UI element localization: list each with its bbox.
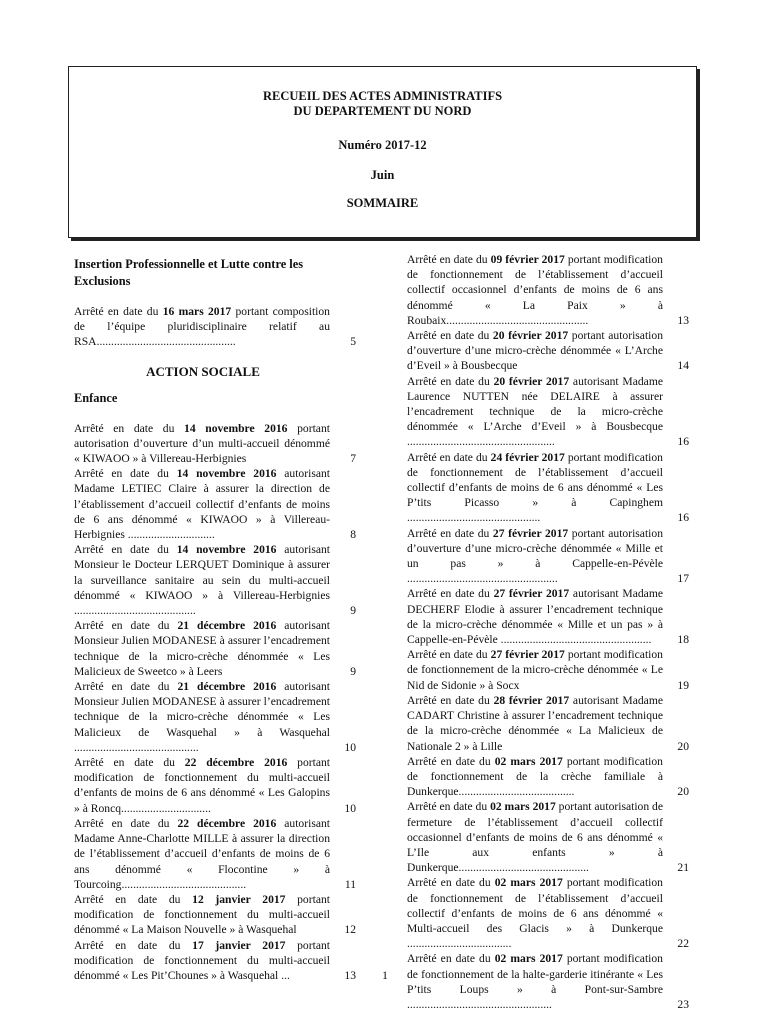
subsection-heading: Enfance (74, 390, 118, 405)
issue-number: Numéro 2017-12 (338, 138, 427, 152)
title-line-2: DU DEPARTEMENT DU NORD (293, 104, 472, 118)
toc-page-number: 13 (344, 968, 356, 982)
toc-entry: Arrêté en date du 14 novembre 2016 autorisant Madame LETIEC Claire à assurer la direction de l’établissement d’accueil collectif d’enfants de moins de 6 ans dénommé « KIWAOO » à Villereau-Herbignies .............................. 8 (74, 467, 356, 542)
toc-entry: Arrêté en date du 17 janvier 2017 portant modification de fonctionnement du multi-accueil dénommé « Les Pit’Chounes » à Wasquehal ... 13 (74, 938, 356, 982)
toc-page-number: 12 (344, 923, 356, 937)
summary-heading: SOMMAIRE (346, 196, 419, 210)
toc-page-number: 21 (677, 861, 689, 875)
toc-entry: Arrêté en date du 21 décembre 2016 autorisant Monsieur Julien MODANESE à assurer l’encadrement technique de la micro-crèche dénommée « Les Malicieux de Wasquehal » à Wasquehal ........................................... 10 (74, 680, 356, 754)
toc-page-number: 20 (677, 785, 689, 799)
toc-entry: Arrêté en date du 21 décembre 2016 autorisant Monsieur Julien MODANESE à assurer l’encadrement technique de la micro-crèche dénommée « Les Malicieux de Sweetco » à Leers 9 (74, 619, 356, 678)
toc-page-number: 17 (677, 572, 689, 586)
toc-page-number: 10 (344, 740, 356, 754)
toc-page-number: 7 (350, 452, 356, 466)
toc-entry: Arrêté en date du 02 mars 2017 portant modification de fonctionnement de la halte-garderie itinérante « Les P’tits Loups » à Pont-sur-Sambre .................................................. 23 (407, 952, 689, 1011)
toc-entry: Arrêté en date du 27 février 2017 portant modification de fonctionnement de la micro-crèche dénommée « Le Nid de Sidonie » à Socx 19 (407, 648, 689, 692)
toc-page-number: 23 (677, 997, 689, 1011)
toc-page-number: 10 (344, 801, 356, 815)
toc-entry: Arrêté en date du 27 février 2017 autorisant Madame DECHERF Elodie à assurer l’encadrement technique de la micro-crèche dénommée « Mille et un pas » à Cappelle-en-Pévèle .................................................... 18 (407, 587, 689, 647)
toc-column-left (74, 252, 356, 983)
toc-page-number: 19 (677, 678, 689, 692)
toc-column-right (407, 252, 689, 1012)
section-heading: ACTION SOCIALE (146, 363, 260, 379)
toc-entry: Arrêté en date du 22 décembre 2016 portant modification de fonctionnement du multi-accueil d’enfants de moins de 6 ans dénommé « Les Galopins » à Roncq............................... 10 (74, 756, 356, 815)
toc-page-number: 16 (677, 511, 689, 525)
toc-page-number: 16 (677, 435, 689, 449)
toc-page-number: 8 (350, 528, 356, 542)
title-box (68, 66, 697, 238)
toc-page-number: 14 (677, 359, 689, 373)
page-number: 1 (382, 968, 388, 982)
toc-entry: Arrêté en date du 20 février 2017 autorisant Madame Laurence NUTTEN née DELAIRE à assurer l’encadrement technique de la micro-crèche dénommée « L’Arche d’Eveil » à Bousbecque ................................................... 16 (407, 374, 689, 449)
toc-page-number: 20 (677, 739, 689, 753)
toc-entry: Arrêté en date du 27 février 2017 portant autorisation d’ouverture d’une micro-crèche dénommée « Mille et un pas » à Cappelle-en-Pévèle .................................................... 17 (407, 526, 689, 586)
title-line-1: RECUEIL DES ACTES ADMINISTRATIFS (262, 89, 503, 103)
toc-entry: Arrêté en date du 09 février 2017 portant modification de fonctionnement de l’établissement d’accueil collectif occasionnel d’enfants de moins de 6 ans dénommé « La Paix » à Roubaix................................................. 13 (407, 253, 689, 327)
toc-page-number: 18 (677, 633, 689, 647)
toc-page-number: 5 (350, 335, 356, 349)
toc-page-number: 9 (350, 604, 356, 618)
toc-entry: Arrêté en date du 22 décembre 2016 autorisant Madame Anne-Charlotte MILLE à assurer la direction de l’établissement d’accueil d’enfants de moins de 6 ans dénommé « Flocontine » à Tourcoing........................................... 11 (74, 816, 356, 891)
toc-entry: Arrêté en date du 16 mars 2017 portant composition de l’équipe pluridisciplinaire relatif au RSA................................................ 5 (74, 305, 356, 349)
toc-entry: Arrêté en date du 12 janvier 2017 portant modification de fonctionnement du multi-accueil dénommé « La Maison Nouvelle » à Wasquehal 12 (74, 892, 356, 937)
toc-page-number: 9 (350, 664, 356, 678)
toc-entry: Arrêté en date du 14 novembre 2016 autorisant Monsieur le Docteur LERQUET Dominique à assurer la surveillance sanitaire au sein du multi-accueil dénommé « KIWAOO » à Villereau-Herbignies .......................................... 9 (74, 543, 356, 618)
issue-month: Juin (370, 168, 395, 182)
toc-entry: Arrêté en date du 28 février 2017 autorisant Madame CADART Christine à assurer l’encadrement technique de la micro-crèche dénommée « La Malicieux de Nationale 2 » à Lille 20 (407, 693, 689, 753)
toc-entry: Arrêté en date du 14 novembre 2016 portant autorisation d’ouverture d’un multi-accueil dénommé « KIWAOO » à Villereau-Herbignies 7 (74, 421, 356, 466)
toc-page-number: 13 (677, 313, 689, 327)
section-heading: Insertion Professionnelle et Lutte contre les Exclusions (74, 257, 304, 288)
toc-entry: Arrêté en date du 02 mars 2017 portant modification de fonctionnement de la crèche familiale à Dunkerque........................................ 20 (407, 754, 689, 799)
toc-page-number: 22 (677, 937, 689, 951)
toc-entry: Arrêté en date du 02 mars 2017 portant autorisation de fermeture de l’établissement d’accueil collectif occasionnel d’enfants de moins de 6 ans dénommé « L’Ile aux enfants » à Dunkerque............................................. 21 (407, 800, 689, 875)
toc-page-number: 11 (344, 877, 356, 891)
toc-entry: Arrêté en date du 02 mars 2017 portant modification de fonctionnement de l’établissement d’accueil collectif d’enfants de moins de 6 ans dénommé « Multi-accueil des Glacis » à Dunkerque .................................... 22 (407, 876, 689, 951)
toc-entry: Arrêté en date du 24 février 2017 portant modification de fonctionnement de l’établissement d’accueil collectif d’enfants de moins de 6 ans dénommé « Les P’tits Picasso » à Capinghem .............................................. 16 (407, 450, 689, 525)
toc-entry: Arrêté en date du 20 février 2017 portant autorisation d’ouverture d’une micro-crèche dénommée « L’Arche d’Eveil » à Bousbecque 14 (407, 329, 689, 373)
